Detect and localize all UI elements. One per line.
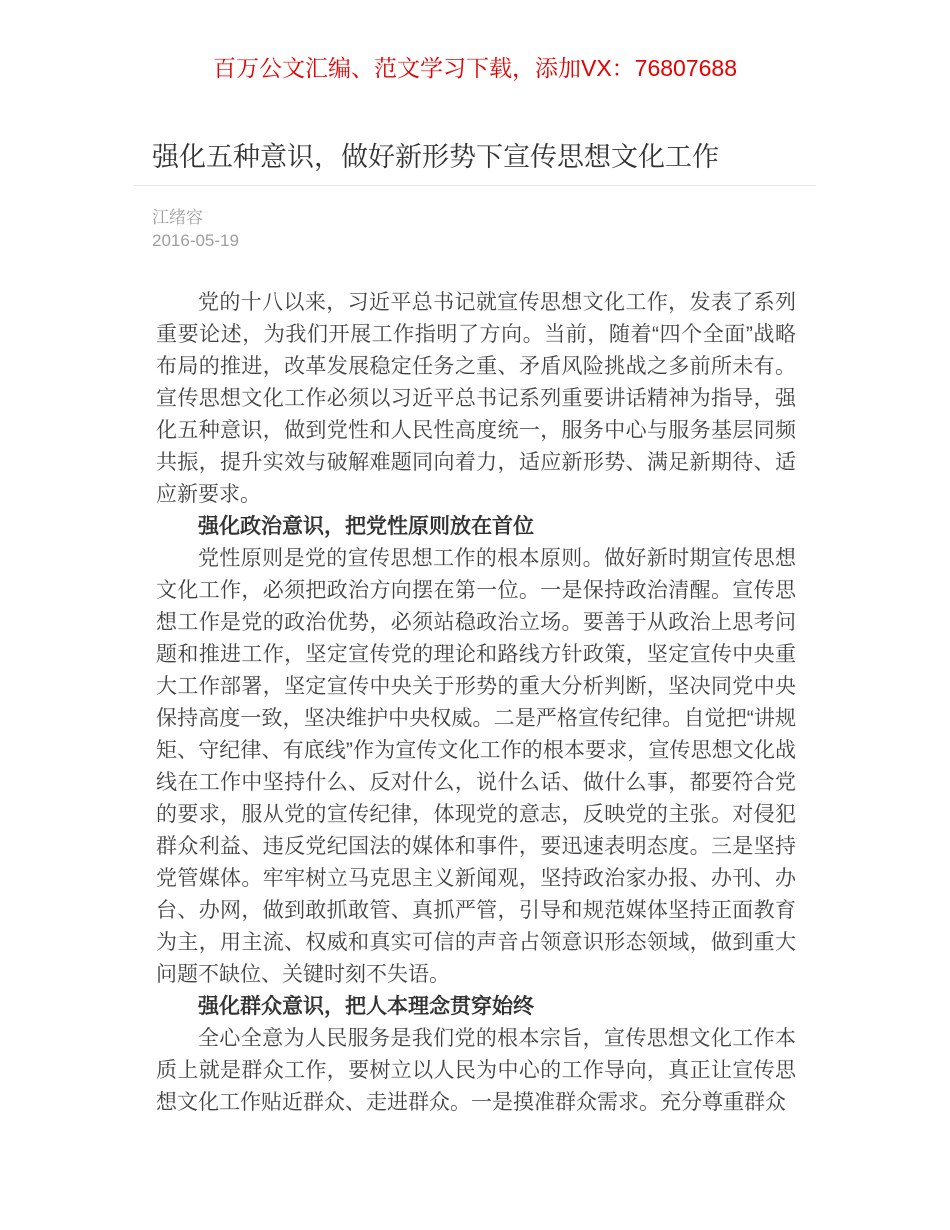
article-title: 强化五种意识，做好新形势下宣传思想文化工作 xyxy=(152,142,719,172)
article-body xyxy=(134,252,816,1119)
author-name: 江绪容 xyxy=(152,208,203,227)
promo-banner-text: 百万公文汇编、范文学习下载，添加VX：76807688 xyxy=(212,55,737,81)
article xyxy=(134,140,816,1119)
article-meta xyxy=(134,186,816,252)
paragraph-intro: 党的十八以来，习近平总书记就宣传思想文化工作，发表了系列重要论述，为我们开展工作指明了方向。当前，随着“四个全面”战略布局的推进，改革发展稳定任务之重、矛盾风险挑战之多前所未有。宣传思想文化工作必须以习近平总书记系列重要讲话精神为指导，强化五种意识，做到党性和人民性高度统一，服务中心与服务基层同频共振，提升实效与破解难题同向着力，适应新形势、满足新期待、适应新要求。 xyxy=(156,291,796,506)
paragraph-political-awareness: 党性原则是党的宣传思想工作的根本原则。做好新时期宣传思想文化工作，必须把政治方向摆在第一位。一是保持政治清醒。宣传思想工作是党的政治优势，必须站稳政治立场。要善于从政治上思考问题和推进工作，坚定宣传党的理论和路线方针政策，坚定宣传中央重大工作部署，坚定宣传中央关于形势的重大分析判断，坚决同党中央保持高度一致，坚决维护中央权威。二是严格宣传纪律。自觉把“讲规矩、守纪律、有底线”作为宣传文化工作的根本要求，宣传思想文化战线在工作中坚持什么、反对什么，说什么话、做什么事，都要符合党的要求，服从党的宣传纪律，体现党的意志，反映党的主张。对侵犯群众利益、违反党纪国法的媒体和事件，要迅速表明态度。三是坚持党管媒体。牢牢树立马克思主义新闻观，坚持政治家办报、办刊、办台、办网，做到敢抓敢管、真抓严管，引导和规范媒体坚持正面教育为主，用主流、权威和真实可信的声音占领意识形态领域，做到重大问题不缺位、关键时刻不失语。 xyxy=(156,547,796,986)
paragraph-mass-awareness: 全心全意为人民服务是我们党的根本宗旨，宣传思想文化工作本质上就是群众工作，要树立以人民为中心的工作导向，真正让宣传思想文化工作贴近群众、走进群众。一是摸准群众需求。充分尊重群众 xyxy=(156,1027,796,1114)
publish-date: 2016-05-19 xyxy=(152,231,239,250)
section-heading-political-awareness: 强化政治意识，把党性原则放在首位 xyxy=(198,515,534,538)
section-heading-mass-awareness: 强化群众意识，把人本理念贯穿始终 xyxy=(198,995,534,1018)
